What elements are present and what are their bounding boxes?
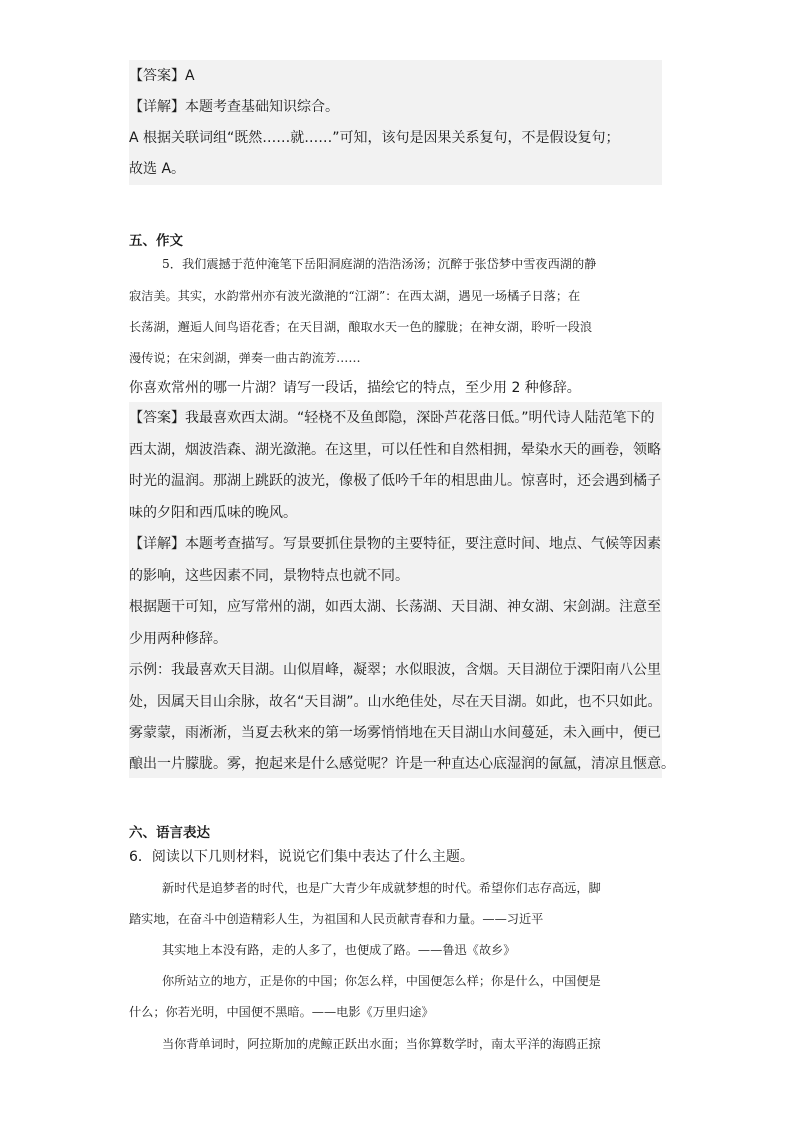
quote-line: 踏实地，在奋斗中创造精彩人生，为祖国和人民贡献青春和力量。——习近平 <box>129 912 544 926</box>
answer-line: 【答案】我最喜欢西太湖。“轻桡不及鱼郎隐，深卧芦花落日低。”明代诗人陆范笔下的 <box>129 410 655 426</box>
prompt-line: 漫传说；在宋剑湖，弹奏一曲古韵流芳…… <box>129 351 361 365</box>
detail-line: 【详解】本题考查描写。写景要抓住景物的主要特征，要注意时间、地点、气候等因素 <box>129 536 661 552</box>
answer-label-1: 【答案】A <box>129 68 195 84</box>
answer-line: 时光的温润。那湖上跳跃的波光，像极了低吟千年的相思曲儿。惊喜时，还会遇到橘子 <box>129 473 661 489</box>
prompt-line: 寂洁美。其实，水韵常州亦有波光潋滟的“江湖”：在西太湖，遇见一场橘子日落；在 <box>129 289 581 303</box>
detail-line: 示例：我最喜欢天目湖。山似眉峰，凝翠；水似眼波，含烟。天目湖位于溧阳南八公里 <box>129 662 661 678</box>
quote-line: 新时代是追梦者的时代，也是广大青少年成就梦想的时代。希望你们志存高远，脚 <box>162 881 601 895</box>
prompt-line: 长荡湖，邂逅人间鸟语花香；在天目湖，酿取水天一色的朦胧；在神女湖，聆听一段浪 <box>129 320 593 334</box>
detail-line: 酿出一片朦胧。雾，抱起来是什么感觉呢？许是一种直达心底湿润的氤氲，清凉且惬意。 <box>129 756 675 772</box>
detail-line: 的影响，这些因素不同，景物特点也就不同。 <box>129 568 409 584</box>
detail-text-2: 故选 A。 <box>129 161 186 177</box>
detail-line: 少用两种修辞。 <box>129 631 227 647</box>
section-6-heading: 六、语言表达 <box>129 825 210 841</box>
detail-line: 根据题干可知，应写常州的湖，如西太湖、长荡湖、天目湖、神女湖、宋剑湖。注意至 <box>129 599 661 615</box>
quote-line: 当你背单词时，阿拉斯加的虎鲸正跃出水面；当你算数学时，南太平洋的海鸥正掠 <box>162 1037 601 1051</box>
answer-line: 味的夕阳和西瓜味的晚风。 <box>129 505 297 521</box>
detail-text-1: A 根据关联词组“既然……就……”可知，该句是因果关系复句，不是假设复句； <box>129 130 620 146</box>
detail-line: 处，因属天目山余脉，故名“天目湖”。山水绝佳处，尽在天目湖。如此，也不只如此。 <box>129 694 662 710</box>
section-5-heading: 五、作文 <box>129 233 183 249</box>
quote-line: 其实地上本没有路，走的人多了，也便成了路。——鲁迅《故乡》 <box>162 943 516 957</box>
answer-block-1 <box>129 60 662 185</box>
quote-line: 你所站立的地方，正是你的中国；你怎么样，中国便怎么样；你是什么，中国便是 <box>162 974 601 988</box>
answer-line: 西太湖，烟波浩森、湖光潋滟。在这里，可以任性和自然相拥，晕染水天的画卷，领略 <box>129 442 661 458</box>
prompt-line: 5．我们震撼于范仲淹笔下岳阳洞庭湖的浩浩汤汤；沉醉于张岱梦中雪夜西湖的静 <box>162 257 597 271</box>
quote-line: 什么；你若光明，中国便不黑暗。——电影《万里归途》 <box>129 1005 434 1019</box>
detail-line: 雾蒙蒙，雨淅淅，当夏去秋来的第一场雾悄悄地在天目湖山水间蔓延，未入画中，便已 <box>129 725 661 741</box>
detail-label-1: 【详解】本题考查基础知识综合。 <box>129 99 339 115</box>
section-6-question: 6．阅读以下几则材料，说说它们集中表达了什么主题。 <box>129 849 474 865</box>
section-5-question: 你喜欢常州的哪一片湖？请写一段话，描绘它的特点，至少用 2 种修辞。 <box>129 380 581 396</box>
